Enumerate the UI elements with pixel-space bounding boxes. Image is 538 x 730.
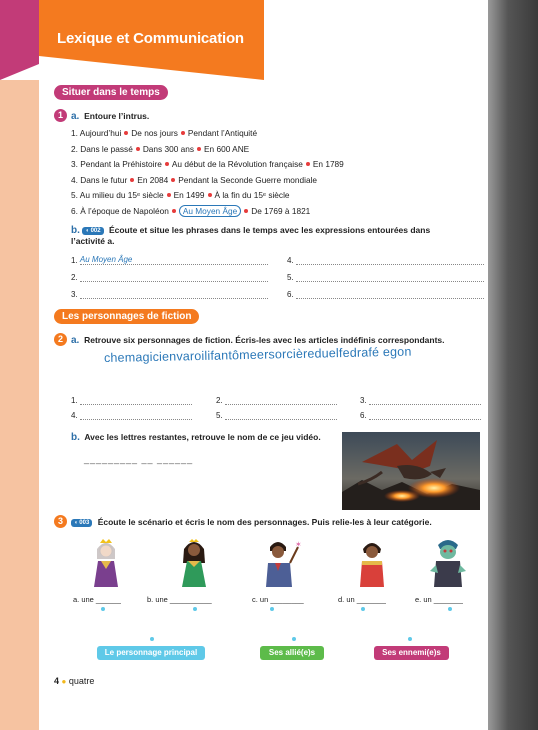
game-name-blanks[interactable]: _________ __ ______ [84,454,194,464]
separator-dot [171,178,175,182]
character-label[interactable]: d. un _______ [338,595,386,604]
ex1a-item: 3. Pendant la Préhistoire Au début de la Révolution française En 1789 [71,159,344,169]
separator-dot [136,147,140,151]
page-footer: 4 ● quatre [54,676,95,686]
separator-dot [197,147,201,151]
answer-line[interactable]: 4. [71,410,192,420]
answer-line[interactable]: 5. [216,410,337,420]
ex2a-instruction: a. Retrouve six personnages de fiction. Écris-les avec les articles indéfinis correspondants. [71,335,445,346]
time-expression[interactable]: À la fin du 15ᵉ siècle [214,190,290,200]
separator-dot [165,162,169,166]
exercise-number-3: 3 [54,515,67,528]
answer-line[interactable]: 1. Au Moyen Âge [71,255,268,265]
ex3-instruction: ◖ 003 Écoute le scénario et écris le nom des personnages. Puis relie-les à leur catégorie. [71,517,432,527]
answer-line[interactable]: 6. [360,410,481,420]
time-expression[interactable]: À l’époque de Napoléon [80,205,169,216]
ex1a-item: 1. Aujourd’hui De nos jours Pendant l’Antiquité [71,128,258,138]
connect-dot[interactable] [361,607,365,611]
queen-character [84,537,128,589]
time-expression[interactable]: Pendant la Seconde Guerre mondiale [178,174,318,185]
answer-line[interactable]: 1. [71,395,192,405]
answer-line[interactable]: 5. [287,272,484,282]
ex1b-instruction-line2: l’activité a. [71,236,115,246]
connect-dot[interactable] [448,607,452,611]
time-expression[interactable]: Au Moyen Âge [179,205,241,217]
letter-strip: chemagicienvaroilifantômeersorcièreduelfedrafé egon [103,344,412,365]
knight-character [350,537,394,589]
separator-dot [306,162,310,166]
exercise-number-1: 1 [54,109,67,122]
connect-dot[interactable] [101,607,105,611]
section-pill-personnages: Les personnages de fiction [54,309,199,324]
connect-dot[interactable] [150,637,154,641]
connect-dot[interactable] [270,607,274,611]
character-label[interactable]: c. un ________ [252,595,304,604]
separator-dot [124,131,128,135]
connect-dot[interactable] [292,637,296,641]
time-expression[interactable]: En 1789 [312,159,344,169]
zombie-character [426,537,470,589]
answer-line[interactable]: 3. [71,289,268,299]
separator-dot [172,209,176,213]
separator-dot [130,178,134,182]
princess-character [172,537,216,589]
answer-line[interactable]: 3. [360,395,481,405]
dragon-image [342,432,480,510]
connect-dot[interactable] [193,607,197,611]
separator-dot [167,193,171,197]
audio-icon[interactable]: ◖ 002 [82,227,103,235]
category-allies[interactable]: Ses allié(e)s [260,646,324,660]
category-ennemis[interactable]: Ses ennemi(e)s [374,646,449,660]
audio-icon[interactable]: ◖ 003 [71,519,92,527]
sidebar-strip [0,80,39,730]
answer-line[interactable]: 2. [216,395,337,405]
connect-dot[interactable] [408,637,412,641]
time-expression[interactable]: Pendant la Préhistoire [80,159,162,169]
svg-text:✶: ✶ [295,540,302,549]
time-expression[interactable]: Dans 300 ans [142,143,195,154]
ex1a-item: 2. Dans le passé Dans 300 ans En 600 ANE [71,143,250,154]
time-expression[interactable]: En 1499 [173,190,205,200]
ex1a-instruction: a. Entoure l’intrus. [71,111,150,122]
page-shadow [488,0,538,730]
ex1a-item: 5. Au milieu du 15ᵉ siècle En 1499 À la fin du 15ᵉ siècle [71,190,290,200]
page-title: Lexique et Communication [57,30,244,47]
time-expression[interactable]: Au début de la Révolution française [171,159,303,169]
ex1a-item: 6. À l’époque de Napoléon Au Moyen Âge De 1769 à 1821 [71,205,311,216]
answer-line[interactable]: 6. [287,289,484,299]
character-label[interactable]: e. un _______ [415,595,463,604]
time-expression[interactable]: Aujourd’hui [79,128,122,138]
header-accent [0,0,39,80]
separator-dot [244,209,248,213]
bullet-icon: ● [61,677,67,686]
time-expression[interactable]: De nos jours [131,128,178,138]
time-expression[interactable]: De 1769 à 1821 [251,205,311,216]
character-label[interactable]: b. une __________ [147,595,212,604]
time-expression[interactable]: En 2084 [137,174,169,185]
character-label[interactable]: a. une ______ [73,595,121,604]
separator-dot [181,131,185,135]
ex2b-instruction: b. Avec les lettres restantes, retrouve le nom de ce jeu vidéo. [71,432,321,443]
time-expression[interactable]: Au milieu du 15ᵉ siècle [79,190,164,200]
time-expression[interactable]: Dans le passé [80,143,133,154]
time-expression[interactable]: Pendant l’Antiquité [187,128,258,138]
section-pill-temps: Situer dans le temps [54,85,168,100]
time-expression[interactable]: Dans le futur [80,174,128,185]
category-principal[interactable]: Le personnage principal [97,646,205,660]
answer-line[interactable]: 4. [287,255,484,265]
wizard-character [258,537,302,589]
separator-dot [208,193,212,197]
answer-line[interactable]: 2. [71,272,268,282]
ex1b-instruction: b. ◖ 002 Écoute et situe les phrases dans le temps avec les expressions entourées dans [71,225,431,236]
time-expression[interactable]: En 600 ANE [204,143,250,154]
exercise-number-2: 2 [54,333,67,346]
ex1a-item: 4. Dans le futur En 2084 Pendant la Seconde Guerre mondiale [71,174,318,185]
